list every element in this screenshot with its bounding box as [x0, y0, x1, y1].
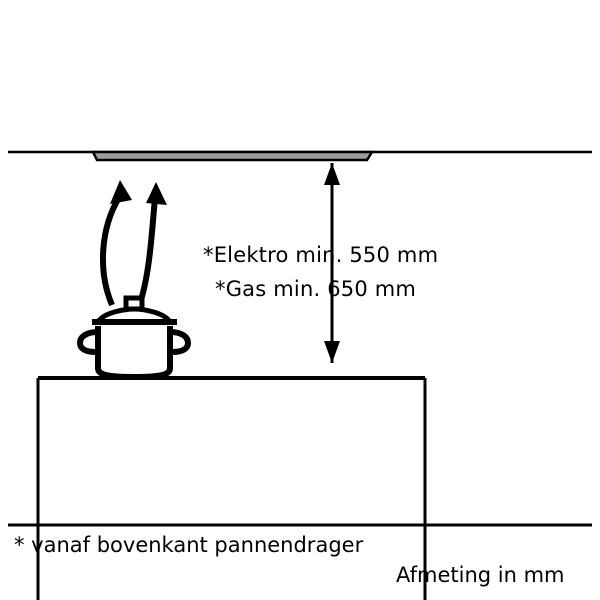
dimension-label-gas: *Gas min. 650 mm — [215, 277, 417, 301]
cooker-hood — [93, 152, 372, 160]
steam-arrow-head-left — [110, 180, 132, 204]
steam-arrows — [103, 196, 155, 305]
steam-arrow-head-right — [146, 182, 167, 205]
cooking-pot — [80, 298, 188, 377]
dimension-label-electro: *Elektro min. 550 mm — [203, 243, 439, 267]
footnote-label: * vanaf bovenkant pannendrager — [14, 533, 364, 557]
unit-note-label: Afmeting in mm — [396, 563, 565, 587]
